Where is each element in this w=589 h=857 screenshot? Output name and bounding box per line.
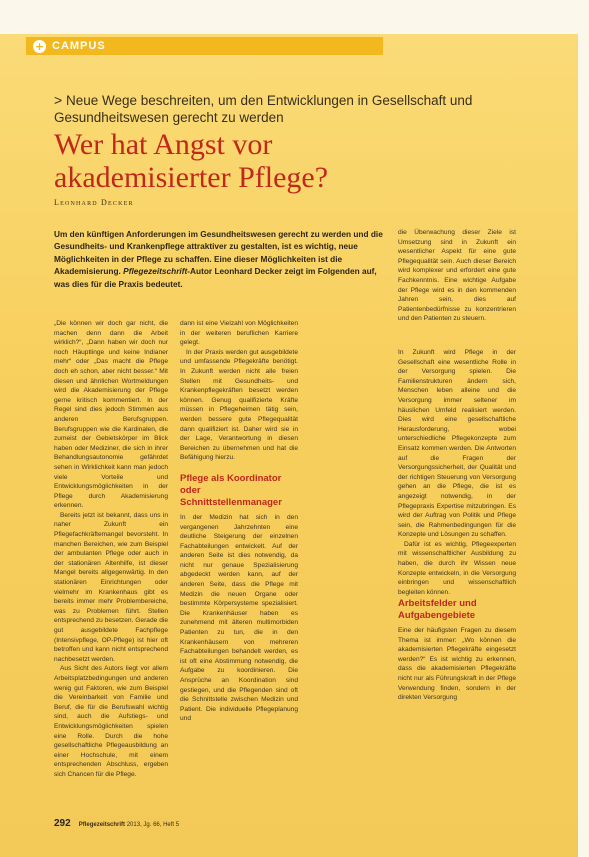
page-right-margin [578, 0, 589, 857]
col3-paragraph-1: die Überwachung dieser Ziele ist Umsetzung sind in Zukunft ein wesentlicher Aspekt für eine gute Pflegequalität sein. Auch dieser Bereich wird komplexer und erfordert eine gute Fachkenntnis. Eine wichtige Aufgabe der Pflege wird es in den kommenden Jahren sein, dies auf Patientenbedürfnisse zu konzentrieren und den Patienten zu steuern. [398, 229, 516, 323]
page-top-margin [0, 0, 589, 34]
col1-paragraph-1: „Die können wir doch gar nicht, die machen denn dann die Arbeit wirklich?“, „Dann haben wir doch nur noch Häuptlinge und keine Indianer mehr“ oder „Das macht die Pflege doch eh schon, aber nicht besser.“ Mit diesen und ähnlichen Wortmeldungen wird die Akademisierung der Pflege gerne kritisch kommentiert. In der Regel sind dies jedoch Stimmen aus anderen Berufsgruppen. Berufsgruppen wie die Kardinalen, die zumeist der Gebietskörper im Blick haben oder Mediziner, die sich in ihrer Behandlungsautonomie gefährdet sehen in Wirklichkeit kann man jedoch viele Vorteile und Entwicklungsmöglichkeiten in der Pflege durch Akademisierung erkennen. [54, 320, 168, 510]
col1-paragraph-2: Bereits jetzt ist bekannt, dass uns in naher Zukunft ein Pflegefachkräftemangel bevorsteht. In manchen Bereichen, wie zum Beispiel der ambulanten Pflege oder auch in der stationären Altenhilfe, ist dieser Mangel bereits allgegenwärtig. In den stationären Einrichtungen oder vielmehr im Krankenhaus gibt es bereits immer mehr Problembereiche, was zu Problemen führt. Stellen entsprechend zu besetzen. Gerade die gut ausgebildete Fachpflege (Intensivpflege, OP-Pflege) ist hier oft betroffen und kann nicht entsprechend nachbesetzt werden. [54, 511, 168, 663]
footer-issue: 2013, Jg. 66, Heft 5 [126, 822, 180, 828]
col3-paragraph-4: Eine der häufigsten Fragen zu diesem Thema ist immer: „Wo können die akademisierten Pflegekräfte eingesetzt werden?“ Es ist wichtig zu erkennen, dass die akademisierten Pflegekräfte nicht nur als Führungskraft in der Pflege Verwendung finden, sondern in der direkten Versorgung [398, 627, 516, 702]
kicker [54, 92, 524, 126]
footer-source [79, 822, 179, 828]
page-number: 292 [54, 818, 71, 829]
col2-paragraph-3: In der Medizin hat sich in den vergangenen Jahrzehnten eine deutliche Steigerung der einzelnen Fachabteilungen entwickelt. Auf der anderen Seite ist dies notwendig, da nicht nur genaue Spezialisierung abgedeckt werden kann, auf der anderen Seite, dass die Pflege mit Medizin die neuen Organe oder bestimmte Körpersysteme spezialisiert. Die Krankenhäuser haben es zunehmend mit älteren multimorbiden Patienten zu tun, die in den Krankenhäusern von mehreren Fachabteilungen behandelt werden, es ist oft eine Abstimmung notwendig, die Aufgabe zu koordinieren. Die Ansprüche an Koordination sind gestiegen, und die Pflegenden sind oft die Schnittstelle zwischen Medizin und Patient. Die individuelle Pflegeplanung und [180, 513, 298, 723]
plus-circle-icon: + [34, 39, 45, 53]
col3-block-1 [398, 228, 516, 336]
kicker-arrow: > [54, 92, 63, 108]
article-headline [54, 128, 524, 194]
kicker-text: Neue Wege beschreiten, um den Entwicklungen in Gesellschaft und Gesundheitswesen gerecht zu werden [54, 93, 473, 125]
section-label: CAMPUS [52, 40, 106, 52]
col3-subheading: Arbeitsfelder und Aufgabengebiete [398, 598, 477, 621]
lead-part-1: Um den künftigen Anforderungen im Gesundheitswesen gerecht zu werden und die Gesundheits- und Krankenpflege attraktiver zu gestalten, ist es wichtig, neue Möglichkeiten in der Pflege zu schaffen. Eine dieser Möglichkeiten ist die Akademisierung. [54, 229, 383, 277]
lead-paragraph [54, 228, 388, 290]
footer-magazine: Pflegezeitschrift [78, 822, 126, 828]
col2-paragraph-2: In der Praxis werden gut ausgebildete und umfassende Pflegekräfte benötigt. In Zukunft werden nicht alle freien Stellen mit Gesundheits- und Krankenpflegekräften besetzt werden können. Genug qualifizierte Kräfte müssen in Pflegeheimen tätig sein, werden bessere gute Pflegequalität dann qualifiziert ist. Daher wird sie in der Lage, Verantwortung in diesen Bereichen zu übernehmen und hat die Befähigung hierzu. [180, 348, 298, 462]
author-byline: Leonhard Decker [54, 198, 134, 207]
body-column-2 [180, 319, 298, 829]
body-column-1 [54, 319, 168, 829]
col3-block-2 [398, 348, 516, 596]
section-bar [26, 37, 383, 55]
headline-line-2: akademisierter Pflege? [54, 161, 329, 194]
headline-line-1: Wer hat Angst vor [54, 128, 273, 161]
col2-subheading: Pflege als Koordinator oder Schnittstellenmanager [180, 472, 282, 508]
col3-paragraph-2: In Zukunft wird Pflege in der Gesellschaft eine wesentliche Rolle in der Versorgung spielen. Die Familienstrukturen ändern sich, Menschen leben alleine und die Versorgung immer seltener im häuslichen Umfeld realisiert werden. Dies wird eine gesellschaftliche Herausforderung, wobei unterschiedliche Pflegekonzepte zum Einsatz kommen werden. Die Antworten auf die Fragen der Versorgungssicherheit, der Qualität und der richtigen Steuerung von Versorgung gehen an die Pflege, die ist es angezeigt notwendig, in der Pflegepraxis Expertise mitzubringen. Es wird der Auftrag von Politik und Pflege sein, die Rahmenbedingungen für die Konzepte und Lösungen zu schaffen. [398, 349, 516, 539]
col1-paragraph-3: Aus Sicht des Autors liegt vor allem Arbeitsplatzbedingungen und anderen wenig gut Faktoren, wie zum Beispiel die Vereinbarkeit von Familie und Beruf, die für die Berufswahl wichtig sind, auch die Aufstiegs- und Entwicklungsmöglichkeiten spielen eine Rolle. Durch die hohe gesellschaftliche Pflegeausbildung an einer Hochschule, mit einem entsprechenden Abschluss, ergeben sich Chancen für die Pflege. [54, 665, 168, 778]
page-footer [54, 818, 179, 829]
body-column-3 [398, 228, 516, 828]
lead-magazine-name: Pflegezeitschrift [123, 266, 188, 277]
col3-paragraph-3: Dafür ist es wichtig, Pflegeexperten mit wissenschaftlicher Ausbildung zu haben, die durch ihr Wissen neue Konzepte entwickeln, in die Versorgung einbringen und wissenschaftlich begleiten können. [398, 540, 516, 596]
lead-part-2: -Autor Leonhard Decker zeigt im Folgenden auf, was dies für die Praxis bedeutet. [54, 266, 377, 289]
col2-paragraph-1: dann ist eine Vielzahl von Möglichkeiten in der weiteren beruflichen Karriere gelegt. [180, 320, 298, 347]
